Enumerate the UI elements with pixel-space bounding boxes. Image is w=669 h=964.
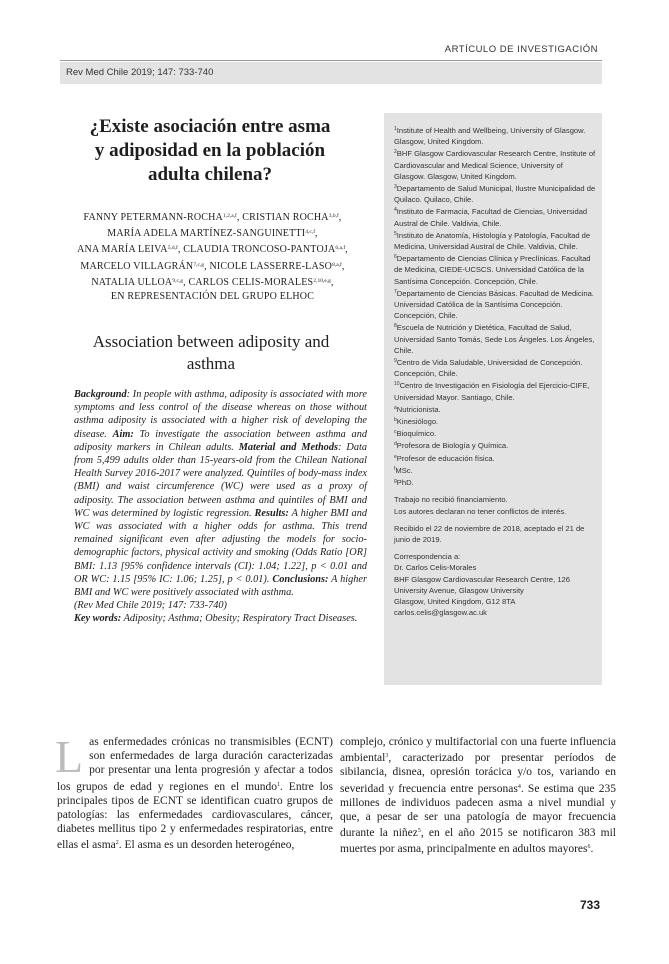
reference-mark[interactable]: 5 [417, 828, 421, 835]
affiliation-mark: f [394, 465, 396, 472]
author-separator: , [330, 276, 334, 288]
drop-cap: L [55, 731, 84, 782]
author-separator: , [177, 244, 184, 256]
author-name: NICOLE LASSERRE-LASO [209, 260, 333, 272]
affiliation-item [394, 287, 596, 322]
affiliation-text: Departamento de Salud Municipal, Ilustre Municipalidad de Quilaco. Quilaco, Chile. [394, 184, 596, 205]
affiliation-text: MSc. [395, 465, 413, 475]
affiliation-item [394, 452, 596, 464]
keywords-label: Key words: [74, 613, 122, 625]
author-separator: , [338, 212, 342, 223]
affiliation-text: Departamento de Ciencias Clínica y Preclínicas. Facultad de Medicina, CIEDE-UCSCS. Universidad Católica de la Santísima Concepción. Concepción, Chile. [394, 254, 591, 286]
author-name: EN REPRESENTACIÓN DEL GRUPO ELHOC [110, 291, 315, 303]
affiliation-mark: 9 [394, 358, 397, 365]
affiliation-item [394, 124, 596, 147]
body-column-left [55, 731, 333, 853]
title-line: ¿Existe asociación entre asma [89, 116, 331, 137]
reference-mark[interactable]: 4 [517, 783, 521, 790]
affiliation-mark: 6 [394, 254, 397, 261]
correspondence-city: Glasgow, United Kingdom, G12 8TA [394, 596, 516, 606]
affiliation-text: Kinesiólogo. [396, 417, 439, 427]
correspondence-name: Dr. Carlos Celis-Morales [394, 563, 477, 573]
funding-line: Trabajo no recibió financiamiento. [394, 495, 508, 505]
affiliation-text: BHF Glasgow Cardiovascular Research Centre, Institute of Cardiovascular and Medical Science, University of Glasgow. Glasgow, United Kingdom. [394, 149, 596, 181]
background-label: Background [74, 389, 127, 400]
article-title-en [60, 331, 362, 375]
aim-label: Aim: [112, 428, 134, 440]
author-affiliation-mark: 5,d,f [167, 245, 178, 252]
author-affiliation-mark: 3,b,f [328, 213, 339, 219]
affiliation-mark: 3 [394, 184, 397, 191]
page-number: 733 [579, 898, 600, 912]
affiliation-item [394, 147, 596, 182]
affiliation-mark: 1 [394, 126, 397, 132]
conclusions-label: Conclusions: [272, 573, 329, 585]
affiliation-mark: 10 [394, 381, 400, 388]
conclusions-text: A higher BMI and WC were positively associated with asthma. [74, 573, 368, 599]
body-column-right [340, 735, 616, 857]
author-affiliation-mark: 7,c,g [193, 261, 205, 268]
body-text: . Se estima que 235 millones de individuos padecen asma a nivel mundial y que, a pesar de ser una patología de mayor frecuencia durante la niñez [340, 782, 616, 840]
affiliation-text: Instituto de Anatomía, Histología y Patología, Facultad de Medicina, Universidad Austral de Chile. Valdivia, Chile. [394, 230, 591, 252]
conflicts-line: Los autores declaran no tener conflictos de interés. [394, 506, 567, 516]
journal-citation: Rev Med Chile 2019; 147: 733-740 [66, 67, 214, 78]
reference-mark[interactable]: 3 [385, 753, 389, 760]
author-name: CARLOS CELIS-MORALES [188, 276, 314, 288]
affiliation-item [394, 476, 596, 488]
correspondence-address: BHF Glasgow Cardiovascular Research Centre, 126 University Avenue, Glasgow University [394, 574, 570, 595]
affiliation-item [394, 182, 596, 205]
correspondence-label: Correspondencia a: [394, 552, 461, 562]
methods-text: : Data from 5,499 adults older than 15-years-old from the Chilean National Health Survey 2016-2017 were analyzed. Quintiles of body-mass index (BMI) and waist circumference (WC) were used as a proxy of adiposity. The association between asthma and quintiles of BMI and WC was determined by logistic regression. [74, 441, 367, 519]
reference-mark[interactable]: 6 [587, 844, 591, 851]
abstract-citation: (Rev Med Chile 2019; 147: 733-740) [74, 600, 227, 612]
reference-mark[interactable]: 1 [277, 781, 281, 788]
title-line: asthma [186, 354, 236, 373]
keywords-text: Adiposity; Asthma; Obesity; Respiratory Tract Diseases. [121, 613, 358, 625]
received-dates: Recibido el 22 de noviembre de 2018, aceptado el 21 de junio de 2019. [394, 523, 585, 544]
author-name: FANNY PETERMANN-ROCHA [83, 212, 223, 223]
author-separator: , [204, 260, 210, 272]
affiliation-item [394, 205, 596, 228]
author-list [45, 209, 380, 304]
author-affiliation-mark: 6,a,f [335, 245, 346, 252]
affiliation-text: Instituto de Farmacia, Facultad de Ciencias, Universidad Austral de Chile. Valdivia, Chile. [394, 207, 588, 228]
keywords [57, 612, 367, 625]
affiliation-text: Profesor de educación física. [396, 453, 495, 463]
body-text: complejo, crónico y multifactorial con una fuerte influencia ambiental [340, 736, 616, 765]
affiliation-item [394, 321, 596, 356]
header-divider [60, 60, 602, 61]
body-text: . Entre los principales tipos de ECNT se identifican cuatro grupos de patologías: las enfermedades cardiovasculares, cáncer, diabetes mellitus tipo 2 y enfermedades respiratorias, entre ellas el asma [57, 780, 333, 852]
author-name: CRISTIAN ROCHA [242, 212, 329, 223]
author-separator: , [345, 244, 348, 256]
body-text: . El asma es un desorden heterogéneo, [118, 839, 295, 852]
body-text: , en el año 2015 se notificaron 383 mil muertes por asma, principalmente en adultos mayores [340, 827, 616, 856]
affiliation-text: Escuela de Nutrición y Dietética, Facultad de Salud, Universidad Santo Tomás, Sede Los Ángeles. Los Ángeles, Chile. [394, 323, 595, 355]
affiliation-item [394, 427, 596, 439]
affiliation-mark: e [394, 453, 397, 460]
author-affiliation-mark: 9,c,g [172, 277, 184, 284]
author-affiliation-mark: 1,2,a,f [222, 213, 237, 219]
aim-text: To investigate the association between asthma and adiposity markers in Chilean adults. [74, 428, 367, 453]
affiliation-text: Centro de Investigación en Fisiología del Ejercicio-CIFE, Universidad Mayor. Santiago, Chile. [394, 381, 590, 402]
affiliation-mark: 2 [394, 149, 397, 156]
affiliation-text: PhD. [396, 478, 414, 488]
affiliation-mark: d [394, 441, 397, 448]
title-line: Association between adiposity and [92, 332, 330, 351]
affiliation-mark: 8 [394, 323, 397, 330]
author-name: ANA MARÍA LEIVA [77, 244, 168, 256]
correspondence-email[interactable]: carlos.celis@glasgow.ac.uk [394, 608, 487, 618]
author-name: CLAUDIA TRONCOSO-PANTOJA [183, 244, 336, 256]
author-name: NATALIA ULLOA [91, 276, 173, 288]
affiliation-item [394, 229, 596, 252]
body-text: , caracterizado por presentar períodos de sibilancia, disnea, opresión torácica y/o tos, variando en severidad y frecuencia entre personas [340, 752, 616, 795]
results-text: A higher BMI and WC was associated with a higher odds for asthma. This trend remained significant even after adjusting the models for socio-demographic factors, physical activity and smoking (Odds Ratio [OR] BMI: 1.13 [95% confidence intervals (CI): 1.04; 1.22], p < 0.01 and OR WC: 1.15 [95% IC: 1.06; 1.25], p < 0.01). [74, 507, 367, 585]
article-title-es [55, 115, 365, 187]
author-name: MARÍA ADELA MARTÍNEZ-SANGUINETTI [107, 228, 306, 240]
affiliation-mark: 7 [394, 288, 397, 295]
affiliation-mark: 5 [394, 230, 397, 237]
affiliation-text: Nutricionista. [396, 404, 441, 414]
affiliation-mark: a [394, 404, 397, 411]
affiliation-text: Institute of Health and Wellbeing, University of Glasgow. Glasgow, United Kingdom. [394, 126, 586, 147]
title-line: y adiposidad en la población [94, 140, 326, 161]
author-affiliation-mark: 2,10,e,g [313, 277, 331, 284]
author-name: MARCELO VILLAGRÁN [80, 260, 194, 272]
affiliation-mark: c [394, 429, 397, 436]
affiliation-item [394, 415, 596, 427]
affiliation-mark: 4 [394, 207, 397, 214]
affiliation-item [394, 252, 596, 287]
author-affiliation-mark: 4,c,f [305, 229, 316, 236]
author-separator: , [315, 228, 318, 240]
affiliation-mark: b [394, 417, 397, 424]
affiliation-item [394, 439, 596, 451]
author-separator: , [183, 276, 189, 288]
reference-mark[interactable]: 2 [115, 840, 119, 847]
abstract [57, 388, 367, 626]
affiliations-panel [394, 124, 596, 618]
title-line: adulta chilena? [147, 164, 273, 185]
background-text: : In people with asthma, adiposity is associated with more symptoms and less control of the disease whereas on those without asthma adiposity is associated with a higher risk of developing the disease. [74, 389, 367, 440]
affiliation-text: Centro de Vida Saludable, Universidad de Concepción. Concepción, Chile. [394, 358, 583, 379]
affiliation-item [394, 464, 596, 476]
author-affiliation-mark: 8,a,f [332, 261, 342, 268]
results-label: Results: [254, 507, 289, 519]
affiliation-mark: g [394, 478, 397, 485]
affiliation-text: Departamento de Ciencias Básicas. Facultad de Medicina. Universidad Católica de la Santísima Concepción. Concepción, Chile. [394, 288, 594, 321]
body-text: as enfermedades crónicas no transmisibles (ECNT) son enfermedades de larga duración caracterizadas por presentar una lenta progresión y afectar a todos los grupos de edad y regiones en el mundo [57, 736, 333, 793]
affiliation-text: Bioquímico. [396, 429, 437, 439]
affiliation-item [394, 356, 596, 379]
author-separator: , [341, 260, 345, 272]
abstract-paragraph [57, 388, 367, 599]
methods-label: Material and Methods [238, 441, 338, 453]
body-text: . [590, 843, 594, 856]
affiliation-item [394, 403, 596, 415]
section-label: ARTÍCULO DE INVESTIGACIÓN [444, 44, 598, 55]
affiliation-item [394, 379, 596, 402]
author-separator: , [236, 212, 243, 223]
affiliation-list [394, 124, 596, 488]
affiliation-text: Profesora de Biología y Química. [396, 441, 509, 451]
